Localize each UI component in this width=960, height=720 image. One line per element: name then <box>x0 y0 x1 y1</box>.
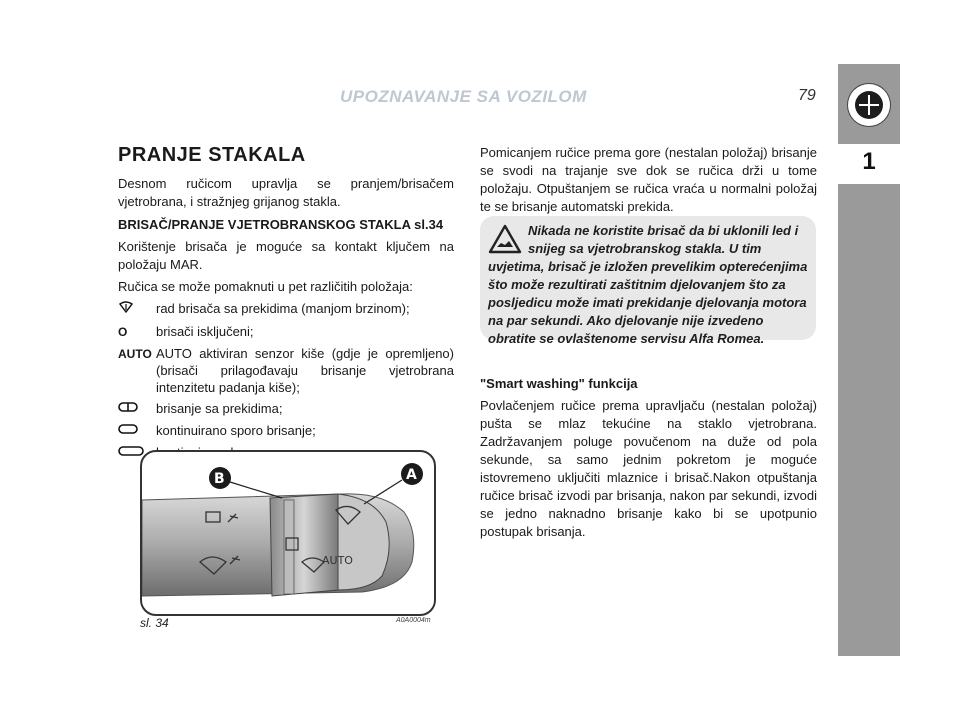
intro-paragraph: Desnom ručicom upravlja se pranjem/brisačem vjetrobrana, i stražnjeg grijanog stakla. <box>118 176 454 209</box>
interval-wiper-icon <box>118 400 156 418</box>
mode-text: brisači isključeni; <box>156 324 254 339</box>
alfa-romeo-logo-icon <box>848 84 890 126</box>
warning-text <box>488 222 810 348</box>
section-title: PRANJE STAKALA <box>118 144 306 166</box>
figure-code: A0A0004m <box>396 617 431 624</box>
mode-item <box>118 300 454 319</box>
mode-text: brisanje sa prekidima; <box>156 401 283 416</box>
intermittent-wiper-icon <box>118 300 156 319</box>
running-head: UPOZNAVANJE SA VOZILOM <box>340 87 587 106</box>
mode-text: rad brisača sa prekidima (manjom brzinom); <box>156 301 410 316</box>
smart-washing-text: Povlačenjem ručice prema upravljaču (nestalan položaj) pušta se mlaz tekućine na staklo vjetrobrana. Zadržavanjem poluge povučenom na duže od pola sekunde, sa samo jednim pokretom je moguće istovremeno uključiti mlaznice i brisač.Nakon otpuštanja ručice brisač izvodi par brisanja, nakon par sekundi, izvodi se jedno naknadno brisanje kako bi se upotpunio postupak brisanja. <box>480 398 817 539</box>
smart-washing-title: "Smart washing" funkcija <box>480 376 638 391</box>
right-paragraph-1: Pomicanjem ručice prema gore (nestalan položaj) brisanje se svodi na trajanje sve dok se ručica drži u tome položaju. Otpuštanjem se ručica vraća u normalni položaj te se brisanje automatski prekida. <box>480 145 817 214</box>
warning-box <box>480 216 816 346</box>
auto-icon: AUTO <box>118 347 152 361</box>
subsection-title: BRISAČ/PRANJE VJETROBRANSKOG STAKLA sl.34 <box>118 217 444 232</box>
warning-icon <box>488 224 528 256</box>
left-column <box>118 144 454 466</box>
mode-text: kontinuirano sporo brisanje; <box>156 423 316 438</box>
auto-stalk-label: AUTO <box>322 554 353 567</box>
slow-wiper-icon <box>118 422 156 440</box>
page-number: 79 <box>798 87 816 104</box>
wiper-stalk-figure <box>140 450 436 616</box>
smart-washing-section <box>480 370 817 545</box>
figure-caption: sl. 34 <box>140 616 169 630</box>
right-column <box>480 144 817 220</box>
mode-item <box>118 400 454 418</box>
chapter-number: 1 <box>862 148 876 175</box>
mode-text: AUTO aktiviran senzor kiše (gdje je opremljeno)(brisači prilagođavaju brisanje vjetrobrana intenzitetu padanja kiše); <box>156 346 454 395</box>
mode-item <box>118 422 454 440</box>
off-icon: O <box>118 325 128 339</box>
paragraph-2: Ručica se može pomaknuti u pet različitih položaja: <box>118 279 413 294</box>
warning-body: Nikada ne koristite brisač da bi uklonili led i snijeg sa vjetrobranskog stakla. U tim uvjetima, brisač je izložen prevelikim opterećenjima što može rezultirati zaštitnim djelovanjem što za posljedicu može imati prekidanje djelovanja motora na par sekundi. Ako djelovanje nije izvedeno obratite se ovlaštenome servisu Alfa Romea. <box>488 223 808 346</box>
paragraph-1: Korištenje brisača je moguće sa kontakt ključem na položaju MAR. <box>118 239 454 272</box>
mode-item <box>118 323 454 341</box>
callout-b-label: B <box>214 471 225 487</box>
callout-a-label: A <box>406 467 417 483</box>
callout-b-line <box>230 482 282 498</box>
mode-item <box>118 345 454 396</box>
wiper-stalk-illustration <box>142 452 434 614</box>
